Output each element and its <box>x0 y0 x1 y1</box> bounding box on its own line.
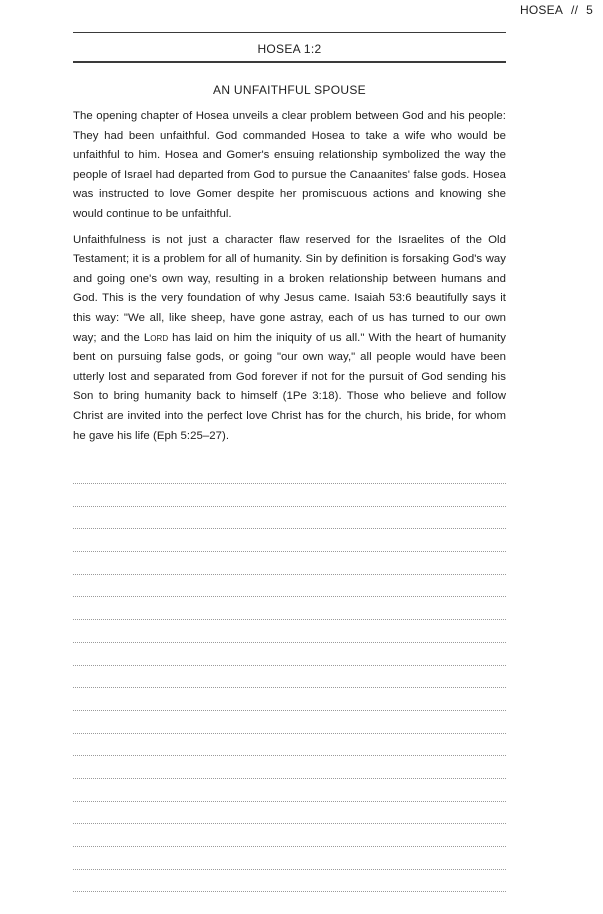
note-line <box>73 619 506 621</box>
devotion-block <box>73 32 506 446</box>
bottom-rule <box>73 61 506 63</box>
note-line <box>73 710 506 712</box>
note-line <box>73 846 506 848</box>
note-line <box>73 506 506 508</box>
notes-area[interactable] <box>73 483 506 914</box>
note-line <box>73 665 506 667</box>
paragraph-2 <box>73 231 506 447</box>
devotion-title: AN UNFAITHFUL SPOUSE <box>213 83 366 97</box>
note-line <box>73 755 506 757</box>
note-line <box>73 823 506 825</box>
page-number: 5 <box>586 3 593 17</box>
note-line <box>73 574 506 576</box>
note-line <box>73 528 506 530</box>
note-line <box>73 801 506 803</box>
note-line <box>73 869 506 871</box>
note-line <box>73 596 506 598</box>
paragraph-2-part-a: Unfaithfulness is not just a character flaw reserved for the Israelites of the Old Testament; it is a problem for all of humanity. Sin by definition is forsaking God's way and going one's own way, resulting in a broken relationship between humans and God. This is the very foundation of why Jesus came. Isaiah 53:6 beautifully says it this way: "We all, like sheep, have gone astray, each of us has turned to our own way; and the <box>73 233 506 344</box>
running-head-book: HOSEA <box>520 3 564 17</box>
verse-reference: HOSEA 1:2 <box>257 42 322 56</box>
lord-small-caps: Lord <box>143 331 169 344</box>
paragraph-2-part-b: has laid on him the iniquity of us all." With the heart of humanity bent on pursuing false gods, or going "our own way," all people would have been utterly lost and separated from God forever if not for the pursuit of God sending his Son to bring humanity back to himself (1Pe 3:18). Those who believe and follow Christ are invited into the perfect love Christ has for the church, his bride, for whom he gave his life (Eph 5:25–27). <box>73 331 506 442</box>
note-line <box>73 642 506 644</box>
running-head-separator: // <box>571 3 579 17</box>
note-line <box>73 778 506 780</box>
note-line <box>73 687 506 689</box>
paragraph-1: The opening chapter of Hosea unveils a clear problem between God and his people: They had been unfaithful. God commanded Hosea to take a wife who would be unfaithful to him. Hosea and Gomer's ensuing relationship symbolized the way the people of Israel had departed from God to pursue the Canaanites' false gods. Hosea was instructed to love Gomer despite her promiscuous actions and knowing she would continue to be unfaithful. <box>73 110 506 220</box>
note-line <box>73 551 506 553</box>
note-line <box>73 891 506 893</box>
running-head <box>520 3 593 17</box>
note-line <box>73 733 506 735</box>
note-line <box>73 483 506 485</box>
